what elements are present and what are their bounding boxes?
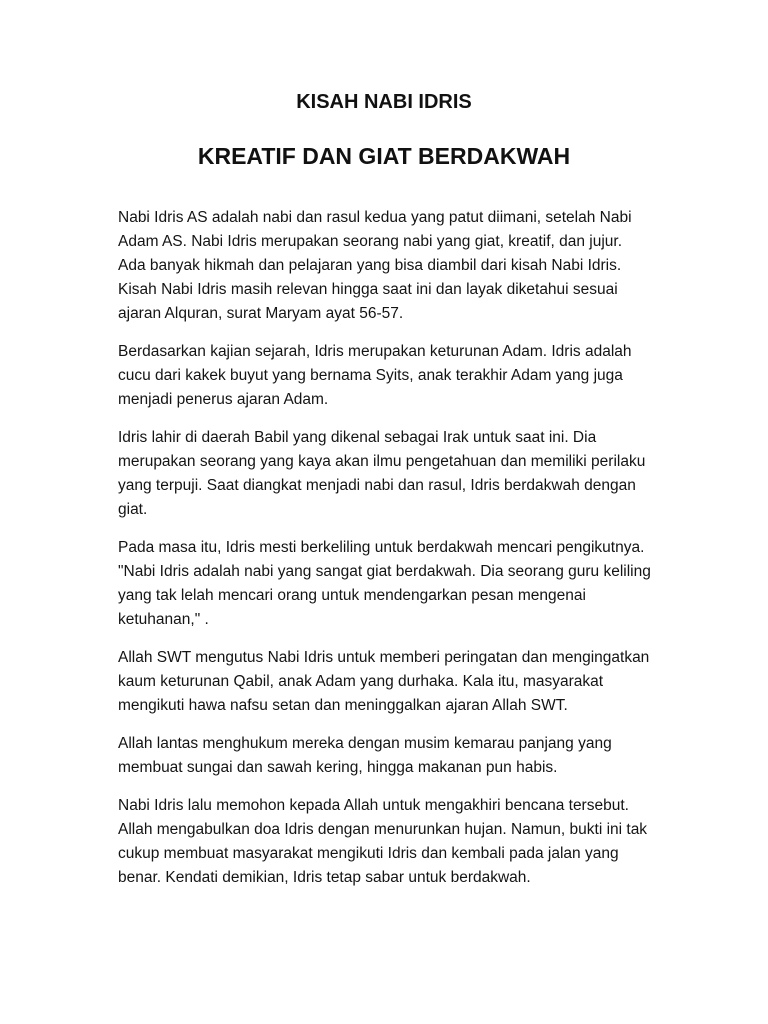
paragraph-6: Allah lantas menghukum mereka dengan musim kemarau panjang yang membuat sungai dan sawah kering, hingga makanan pun habis. [118, 735, 612, 776]
paragraph-1: Nabi Idris AS adalah nabi dan rasul kedua yang patut diimani, setelah Nabi Adam AS. Nabi Idris merupakan seorang nabi yang giat, kreatif, dan jujur. Ada banyak hikmah dan pelajaran yang bisa diambil dari kisah Nabi Idris. Kisah Nabi Idris masih relevan hingga saat ini dan layak diketahui sesuai ajaran Alquran, surat Maryam ayat 56-57. [118, 209, 632, 322]
paragraph-3: Idris lahir di daerah Babil yang dikenal sebagai Irak untuk saat ini. Dia merupakan seorang yang kaya akan ilmu pengetahuan dan memiliki perilaku yang terpuji. Saat diangkat menjadi nabi dan rasul, Idris berdakwah dengan giat. [118, 429, 646, 518]
paragraph-2: Berdasarkan kajian sejarah, Idris merupakan keturunan Adam. Idris adalah cucu dari kakek buyut yang bernama Syits, anak terakhir Adam yang juga menjadi penerus ajaran Adam. [118, 343, 632, 408]
document-title: KISAH NABI IDRIS [296, 91, 472, 113]
document-body [118, 206, 652, 904]
paragraph-5: Allah SWT mengutus Nabi Idris untuk memberi peringatan dan mengingatkan kaum keturunan Qabil, anak Adam yang durhaka. Kala itu, masyarakat mengikuti hawa nafsu setan dan meninggalkan ajaran Allah SWT. [118, 649, 650, 714]
document-subtitle: KREATIF DAN GIAT BERDAKWAH [197, 143, 571, 169]
paragraph-7: Nabi Idris lalu memohon kepada Allah untuk mengakhiri bencana tersebut. Allah mengabulkan doa Idris dengan menurunkan hujan. Namun, bukti ini tak cukup membuat masyarakat mengikuti Idris dan kembali pada jalan yang benar. Kendati demikian, Idris tetap sabar untuk berdakwah. [118, 797, 648, 886]
paragraph-4: Pada masa itu, Idris mesti berkeliling untuk berdakwah mencari pengikutnya. "Nabi Idris adalah nabi yang sangat giat berdakwah. Dia seorang guru keliling yang tak lelah mencari orang untuk mendengarkan pesan mengenai ketuhanan," . [118, 539, 651, 628]
